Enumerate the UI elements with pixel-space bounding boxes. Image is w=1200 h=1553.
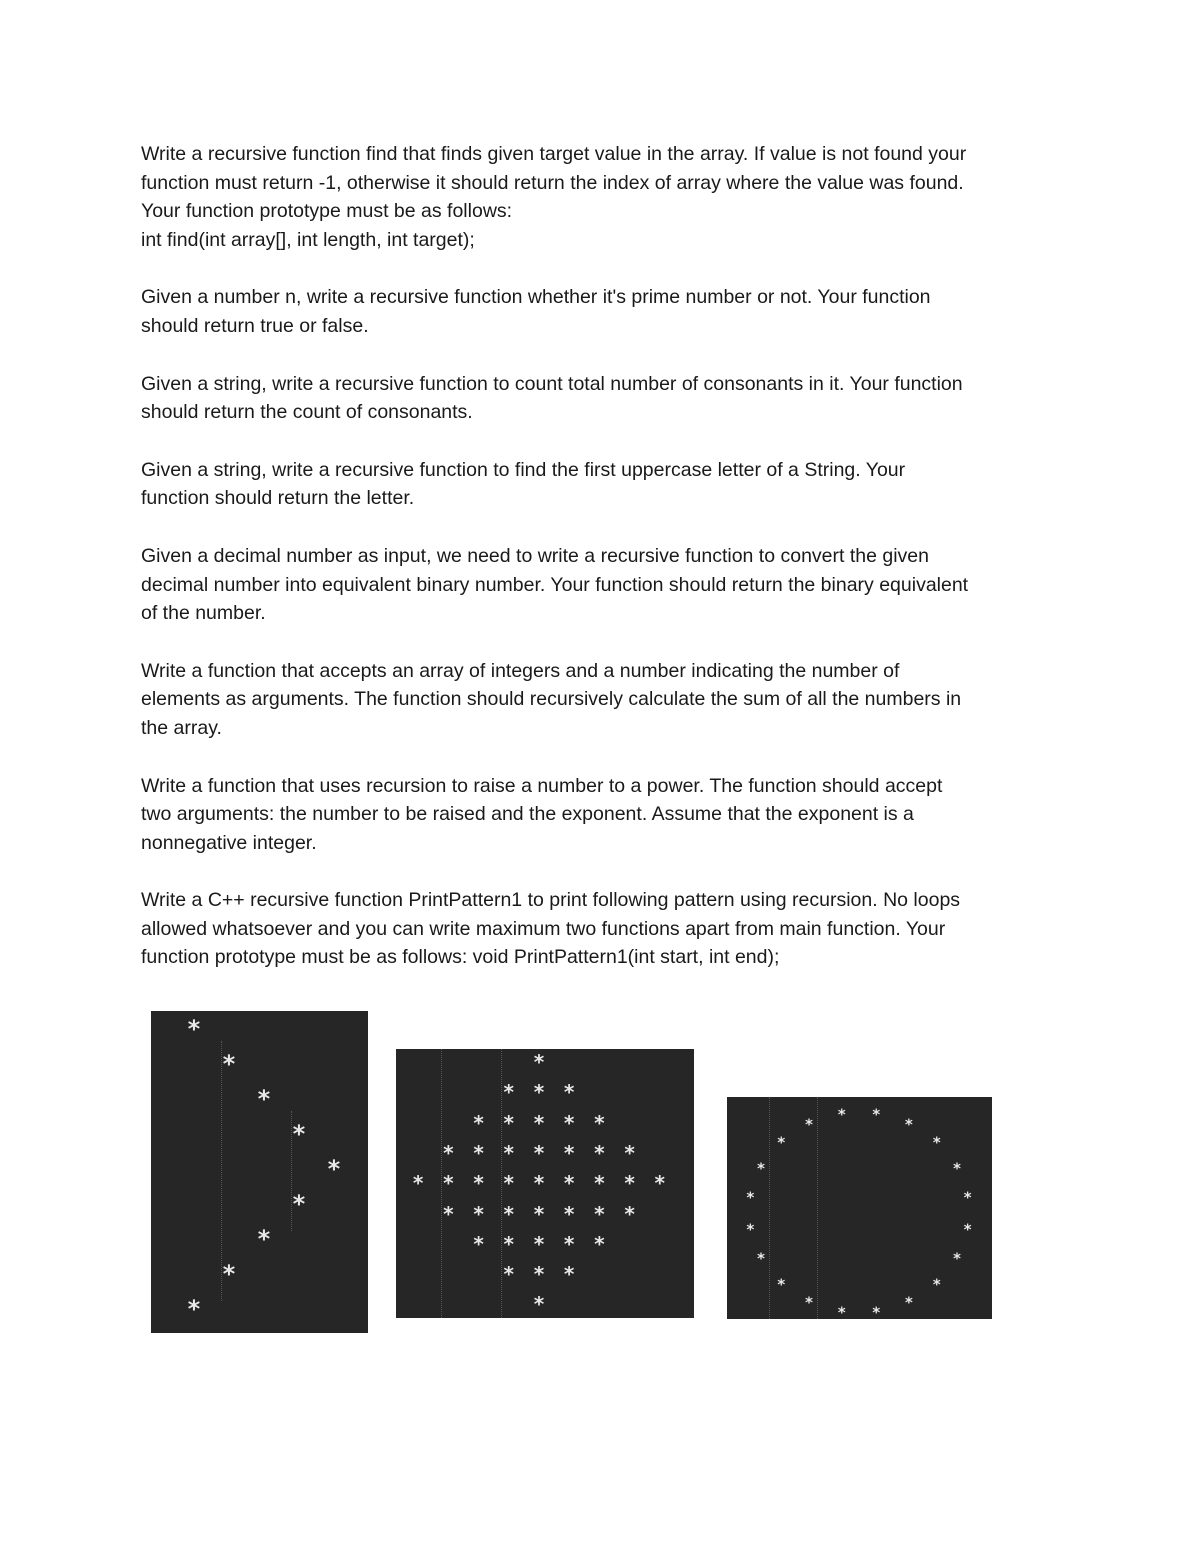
diamond-star: * (532, 1201, 546, 1226)
circle-star: * (756, 1249, 766, 1268)
arrow-star: * (221, 1260, 237, 1288)
diamond-star: * (442, 1201, 455, 1226)
pattern-circle-output (727, 1097, 992, 1319)
circle-star: * (837, 1303, 847, 1319)
circle-star: * (745, 1220, 755, 1239)
diamond-star: * (593, 1201, 606, 1226)
diamond-star: * (532, 1080, 546, 1105)
diamond-star: * (502, 1201, 515, 1226)
diamond-star: * (623, 1201, 636, 1226)
diamond-star: * (472, 1110, 485, 1135)
diamond-star: * (532, 1262, 546, 1287)
diamond-star: * (593, 1171, 606, 1196)
pattern-arrow-output (151, 1011, 368, 1333)
circle-star: * (804, 1115, 814, 1134)
arrow-star: * (326, 1155, 342, 1183)
circle-star: * (756, 1159, 766, 1178)
question-decimal-to-binary: Given a decimal number as input, we need to write a recursive function to convert the given decimal number into equivalent binary number. Your function should return the binary equivalent of the number. (141, 544, 969, 625)
question-first-uppercase: Given a string, write a recursive function to find the first uppercase letter of a String. Your function should return the letter. (141, 458, 906, 510)
diamond-star: * (532, 1292, 546, 1317)
arrow-star: * (256, 1225, 272, 1253)
question-array-sum: Write a function that accepts an array of integers and a number indicating the number of elements as arguments. The function should recursively calculate the sum of all the numbers in the array. (141, 659, 962, 739)
circle-star: * (932, 1275, 942, 1294)
diamond-star: * (623, 1140, 636, 1165)
diamond-star: * (532, 1140, 546, 1165)
diamond-star: * (563, 1231, 576, 1256)
diamond-star: * (532, 1171, 546, 1196)
circle-star: * (952, 1249, 962, 1268)
circle-star: * (932, 1133, 942, 1152)
question-count-consonants: Given a string, write a recursive function to count total number of consonants in it. Your function should return the count of consonants. (141, 372, 963, 424)
diamond-star: * (563, 1171, 576, 1196)
diamond-star: * (472, 1140, 485, 1165)
diamond-star: * (502, 1080, 515, 1105)
circle-star: * (963, 1188, 973, 1207)
question-print-pattern: Write a C++ recursive function PrintPattern1 to print following pattern using recursion. No loops allowed whatsoever and you can write maximum two functions apart from main function. Your function prototype must be as follows: void PrintPattern1(int start, int end); (141, 889, 961, 969)
arrow-star: * (291, 1120, 307, 1148)
diamond-star: * (502, 1140, 515, 1165)
diamond-star: * (442, 1171, 455, 1196)
diamond-star: * (623, 1171, 636, 1196)
circle-star: * (776, 1133, 786, 1152)
diamond-star: * (472, 1171, 485, 1196)
arrow-star: * (186, 1015, 202, 1043)
diamond-star: * (502, 1110, 515, 1135)
question-prime-number: Given a number n, write a recursive function whether it's prime number or not. Your function should return true or false. (141, 286, 931, 337)
circle-star: * (776, 1275, 786, 1294)
circle-star: * (904, 1115, 914, 1134)
arrow-star: * (291, 1190, 307, 1218)
diamond-star: * (563, 1110, 576, 1135)
diamond-star: * (502, 1171, 515, 1196)
question-power: Write a function that uses recursion to raise a number to a power. The function should accept two arguments: the number to be raised and the exponent. Assume that the exponent is a nonnegative integer. (141, 774, 943, 854)
diamond-star: * (412, 1171, 425, 1196)
diamond-star: * (563, 1080, 576, 1105)
diamond-star: * (563, 1140, 576, 1165)
circle-star: * (952, 1159, 962, 1178)
circle-star: * (871, 1105, 881, 1124)
document-body (141, 140, 1071, 1001)
arrow-star: * (186, 1295, 202, 1323)
circle-star: * (837, 1105, 847, 1124)
circle-star: * (963, 1220, 973, 1239)
circle-star: * (871, 1303, 881, 1319)
arrow-star: * (256, 1085, 272, 1113)
diamond-star: * (563, 1262, 576, 1287)
diamond-star: * (532, 1050, 546, 1074)
circle-star: * (804, 1293, 814, 1312)
diamond-star: * (593, 1231, 606, 1256)
diamond-star: * (532, 1231, 546, 1256)
diamond-star: * (472, 1231, 485, 1256)
circle-star: * (904, 1293, 914, 1312)
diamond-star: * (472, 1201, 485, 1226)
pattern-diamond-output (396, 1049, 694, 1318)
diamond-star: * (593, 1110, 606, 1135)
diamond-star: * (502, 1231, 515, 1256)
circle-star: * (745, 1188, 755, 1207)
diamond-star: * (442, 1140, 455, 1165)
diamond-star: * (502, 1262, 515, 1287)
diamond-star: * (653, 1171, 666, 1196)
diamond-star: * (563, 1201, 576, 1226)
diamond-star: * (593, 1140, 606, 1165)
arrow-star: * (221, 1050, 237, 1078)
question-find-target: Write a recursive function find that finds given target value in the array. If value is not found your function must return -1, otherwise it should return the index of array where the value was found. Your function prototype must be as follows: int find(int array[], int length, int target); (141, 143, 967, 251)
diamond-star: * (532, 1110, 546, 1135)
